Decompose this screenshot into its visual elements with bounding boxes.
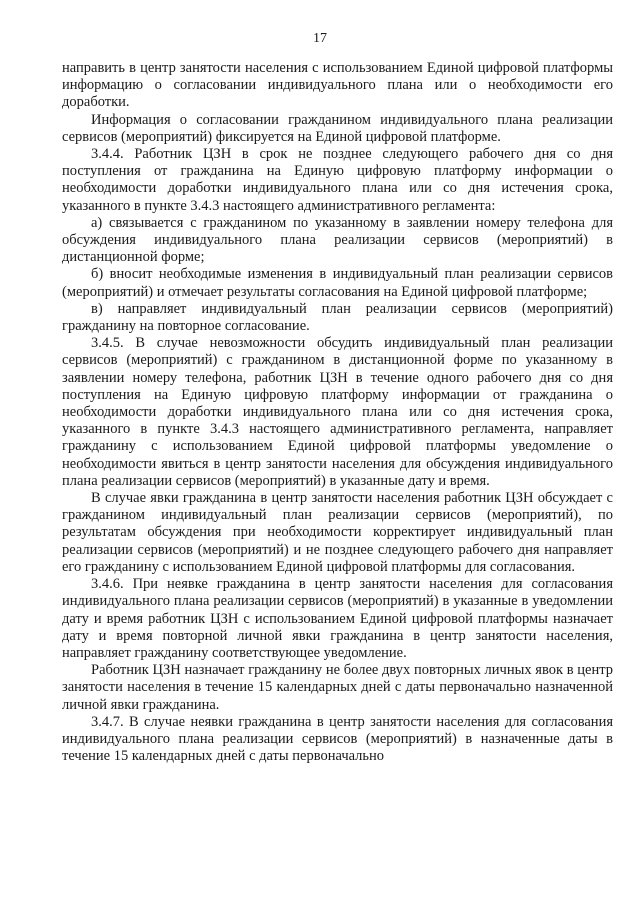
paragraph: б) вносит необходимые изменения в индивидуальный план реализации сервисов (мероприятий) и отмечает результаты согласования на Единой цифровой платформе; [62,266,613,300]
document-body [62,60,613,765]
page-number: 17 [313,31,327,46]
paragraph: 3.4.6. При неявке гражданина в центр занятости населения для согласования индивидуального плана реализации сервисов (мероприятий) в указанные в уведомлении дату и время работник ЦЗН с использованием Единой цифровой платформы назначает дату и время повторной личной явки гражданина в центр занятости населения, направляет гражданину соответствующее уведомление. [62,576,613,661]
paragraph: 3.4.5. В случае невозможности обсудить индивидуальный план реализации сервисов (мероприятий) с гражданином в дистанционной форме по указанному в заявлении номеру телефона, работник ЦЗН в течение одного рабочего дня со дня поступления на Единую цифровую платформу информации от гражданина о необходимости доработки индивидуального плана или со дня истечения срока, указанного в пункте 3.4.3 настоящего административного регламента, направляет гражданину с использованием Единой цифровой платформы уведомление о необходимости явиться в центр занятости населения для обсуждения индивидуального плана реализации сервисов (мероприятий) в указанные дату и время. [62,335,613,489]
paragraph: 3.4.7. В случае неявки гражданина в центр занятости населения для согласования индивидуального плана реализации сервисов (мероприятий) в назначенные даты в течение 15 календарных дней с даты первоначально [62,713,613,765]
paragraph: направить в центр занятости населения с использованием Единой цифровой платформы информацию о согласовании индивидуального плана или о необходимости его доработки. [62,60,613,111]
paragraph: Информация о согласовании гражданином индивидуального плана реализации сервисов (мероприятий) фиксируется на Единой цифровой платформе. [62,111,613,145]
paragraph: 3.4.4. Работник ЦЗН в срок не позднее следующего рабочего дня со дня поступления от гражданина на Единую цифровую платформу информации о необходимости доработки индивидуального плана или со дня истечения срока, указанного в пункте 3.4.3 настоящего административного регламента: [62,146,613,214]
paragraph: в) направляет индивидуальный план реализации сервисов (мероприятий) гражданину на повторное согласование. [62,300,613,335]
paragraph: а) связывается с гражданином по указанному в заявлении номеру телефона для обсуждения индивидуального плана реализации сервисов (мероприятий) в дистанционной форме; [62,214,613,266]
paragraph: Работник ЦЗН назначает гражданину не более двух повторных личных явок в центр занятости населения в течение 15 календарных дней с даты первоначально назначенной личной явки гражданина. [62,662,613,713]
paragraph: В случае явки гражданина в центр занятости населения работник ЦЗН обсуждает с гражданином индивидуальный план реализации сервисов (мероприятий), по результатам обсуждения при необходимости корректирует индивидуальный план реализации сервисов (мероприятий) и не позднее следующего рабочего дня направляет его гражданину с использованием Единой цифровой платформы для согласования. [62,490,613,575]
